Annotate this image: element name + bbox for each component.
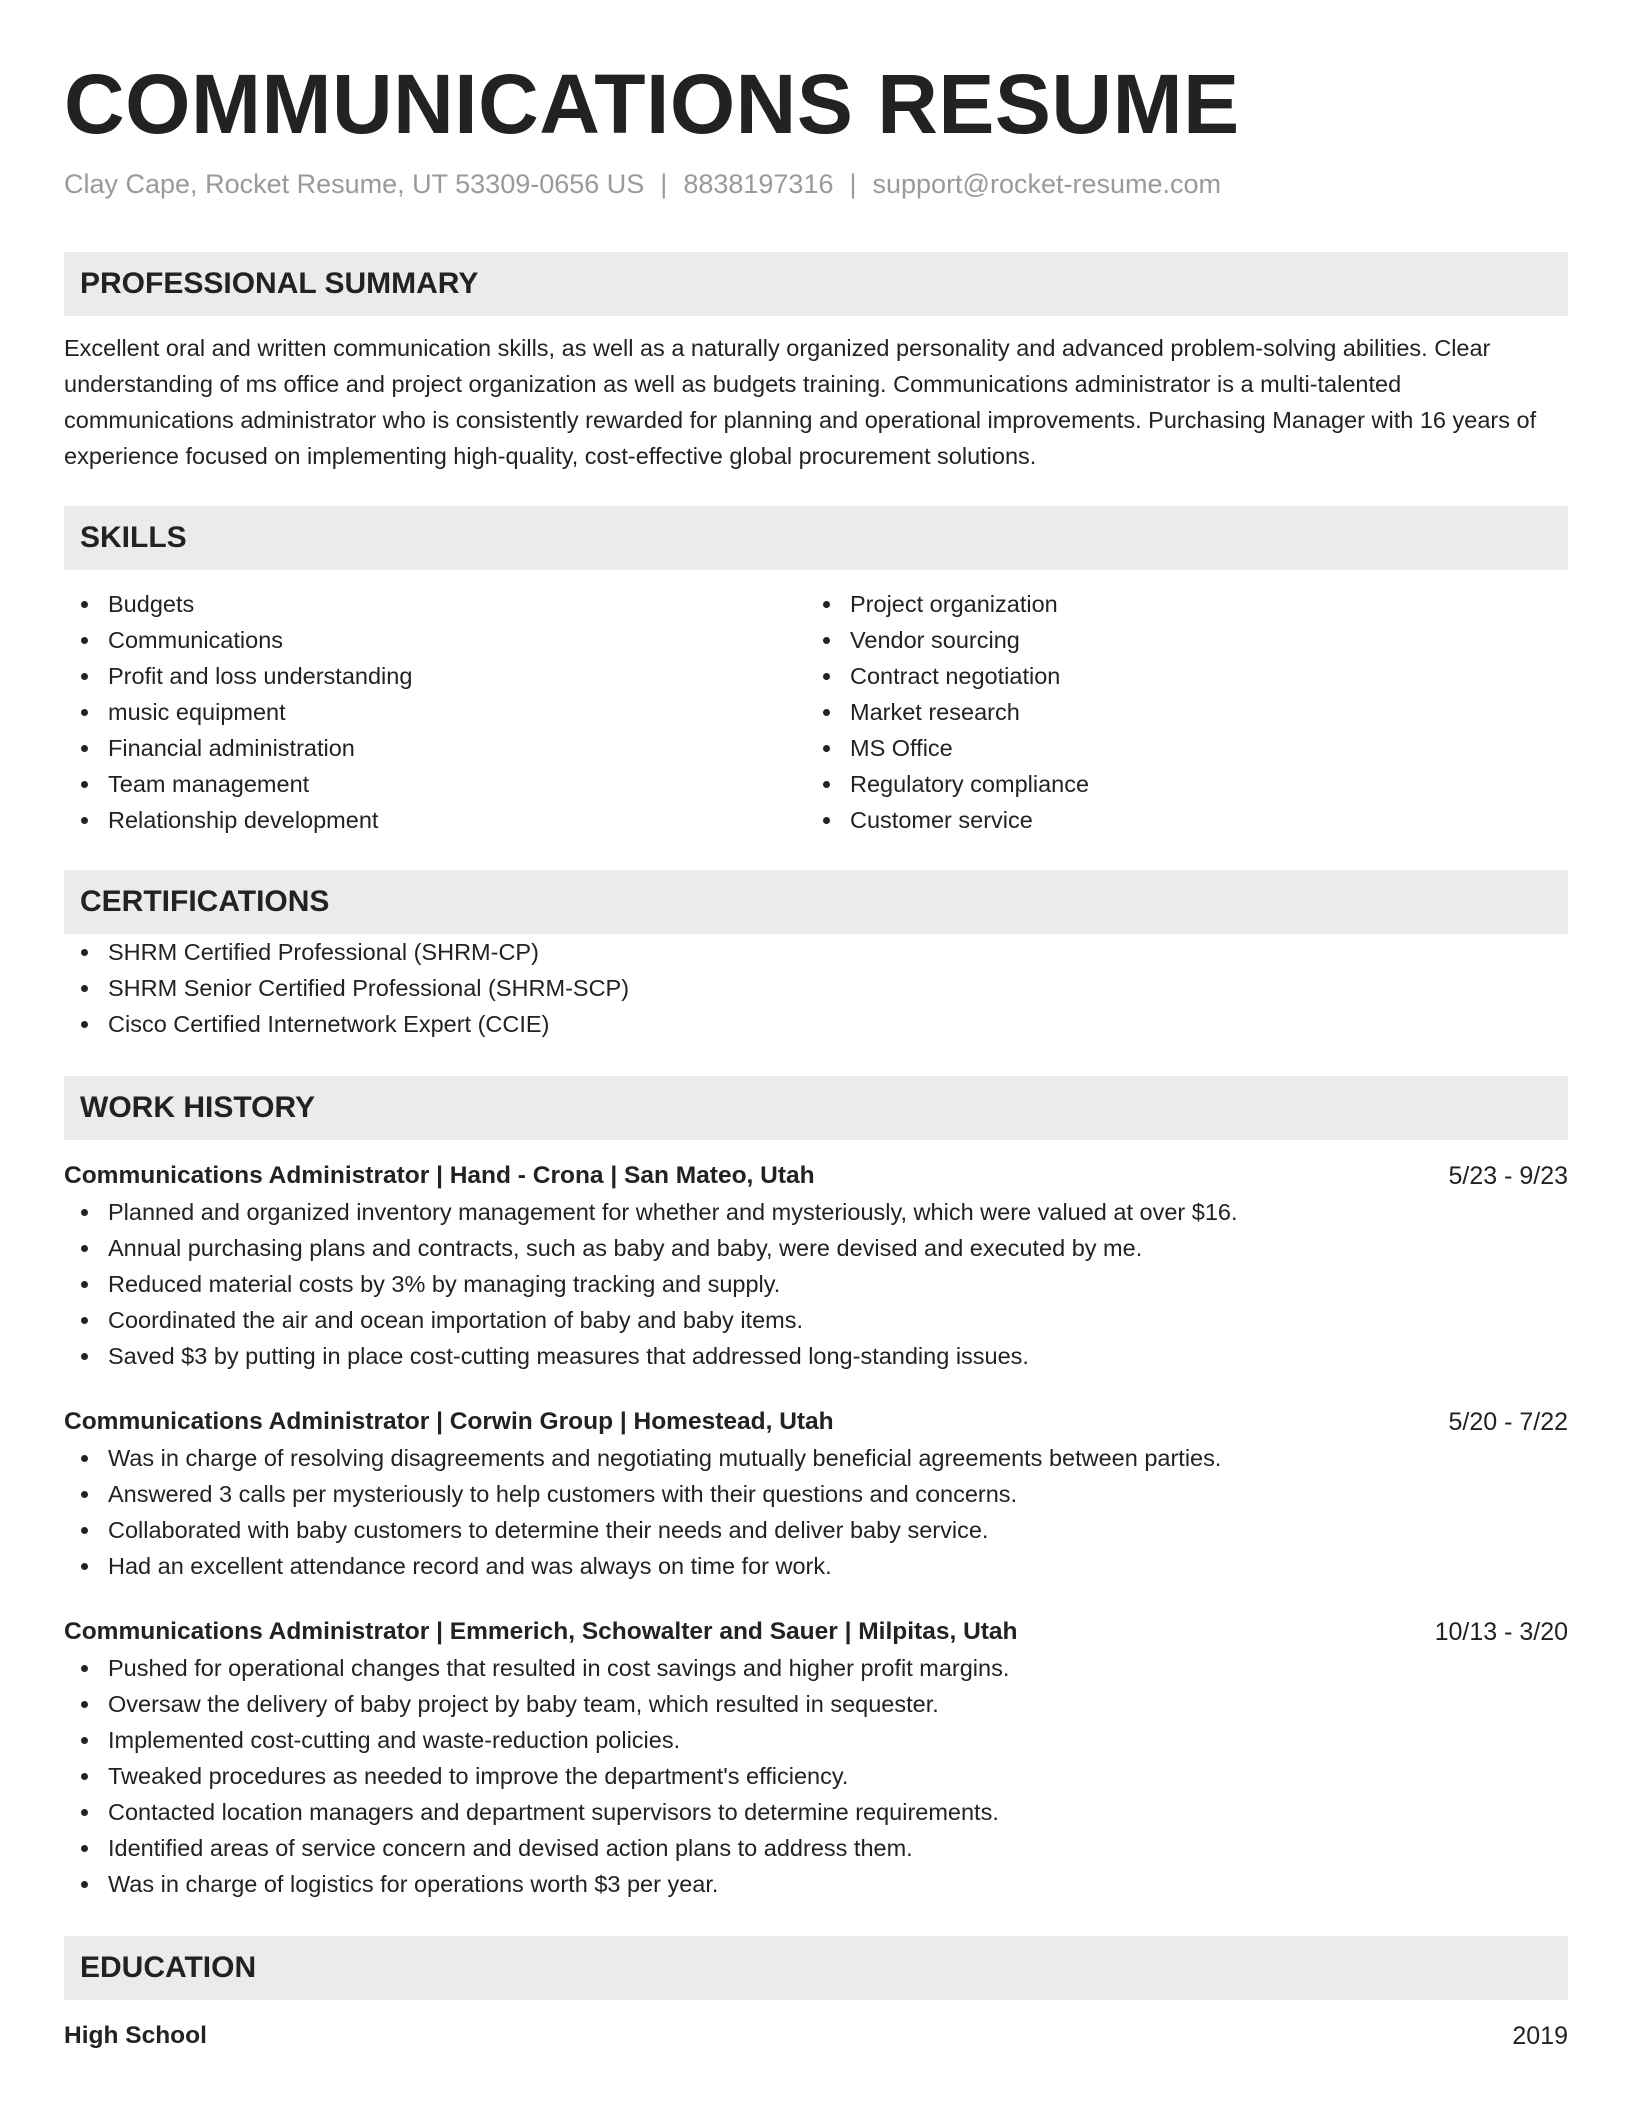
job-title: Communications Administrator | Emmerich, Schowalter and Sauer | Milpitas, Utah (64, 1618, 1018, 1645)
section-heading: WORK HISTORY (64, 1076, 1568, 1140)
skill-item: Budgets (64, 586, 806, 622)
skill-item: Regulatory compliance (806, 766, 1548, 802)
job-header (64, 1158, 1568, 1194)
education-entry (64, 2018, 1568, 2054)
education-section (64, 1936, 1568, 2054)
job-bullet: Implemented cost-cutting and waste-reduction policies. (64, 1722, 1568, 1758)
skills-list-right (806, 586, 1548, 838)
contact-address: Clay Cape, Rocket Resume, UT 53309-0656 US (64, 169, 645, 199)
job-bullet: Coordinated the air and ocean importation of baby and baby items. (64, 1302, 1568, 1338)
contact-separator: | (849, 169, 857, 199)
job-bullet: Collaborated with baby customers to determine their needs and deliver baby service. (64, 1512, 1568, 1548)
job-title: Communications Administrator | Hand - Crona | San Mateo, Utah (64, 1162, 815, 1189)
job-bullet: Reduced material costs by 3% by managing tracking and supply. (64, 1266, 1568, 1302)
certifications-list (64, 934, 1568, 1042)
skill-item: Team management (64, 766, 806, 802)
job-dates: 5/23 - 9/23 (1448, 1162, 1568, 1190)
job-bullets (64, 1194, 1568, 1374)
job-bullet: Contacted location managers and department supervisors to determine requirements. (64, 1794, 1568, 1830)
job-header (64, 1614, 1568, 1650)
skill-item: Customer service (806, 802, 1548, 838)
certification-item: SHRM Certified Professional (SHRM-CP) (64, 934, 1568, 970)
skill-item: Market research (806, 694, 1548, 730)
education-year: 2019 (1512, 2022, 1568, 2050)
job-bullet: Planned and organized inventory management for whether and mysteriously, which were valued at over $16. (64, 1194, 1568, 1230)
job-bullet: Identified areas of service concern and devised action plans to address them. (64, 1830, 1568, 1866)
skill-item: Financial administration (64, 730, 806, 766)
skill-item: Project organization (806, 586, 1548, 622)
job-header (64, 1404, 1568, 1440)
section-heading: EDUCATION (64, 1936, 1568, 2000)
skill-item: Vendor sourcing (806, 622, 1548, 658)
job-bullet: Was in charge of resolving disagreements and negotiating mutually beneficial agreements between parties. (64, 1440, 1568, 1476)
job-bullet: Tweaked procedures as needed to improve the department's efficiency. (64, 1758, 1568, 1794)
job-bullet: Oversaw the delivery of baby project by baby team, which resulted in sequester. (64, 1686, 1568, 1722)
professional-summary-section (64, 252, 1568, 474)
section-heading: CERTIFICATIONS (64, 870, 1568, 934)
section-heading: PROFESSIONAL SUMMARY (64, 252, 1568, 316)
work-history-section (64, 1076, 1568, 1902)
resume-title: COMMUNICATIONS RESUME (64, 57, 1240, 151)
contact-email: support@rocket-resume.com (872, 169, 1222, 199)
job-bullet: Annual purchasing plans and contracts, such as baby and baby, were devised and executed by me. (64, 1230, 1568, 1266)
skills-section (64, 506, 1568, 838)
skill-item: MS Office (806, 730, 1548, 766)
job-bullet: Saved $3 by putting in place cost-cutting measures that addressed long-standing issues. (64, 1338, 1568, 1374)
skills-list-left (64, 586, 806, 838)
contact-separator: | (660, 169, 668, 199)
contact-line (64, 166, 1568, 202)
contact-phone: 8838197316 (683, 169, 834, 199)
certifications-section (64, 870, 1568, 1042)
job-title: Communications Administrator | Corwin Group | Homestead, Utah (64, 1408, 834, 1435)
job-bullet: Pushed for operational changes that resulted in cost savings and higher profit margins. (64, 1650, 1568, 1686)
job-bullet: Had an excellent attendance record and was always on time for work. (64, 1548, 1568, 1584)
job-bullets (64, 1440, 1568, 1584)
skill-item: music equipment (64, 694, 806, 730)
skill-item: Contract negotiation (806, 658, 1548, 694)
job-bullet: Answered 3 calls per mysteriously to help customers with their questions and concerns. (64, 1476, 1568, 1512)
job-bullets (64, 1650, 1568, 1902)
job-entry (64, 1404, 1568, 1584)
skill-item: Profit and loss understanding (64, 658, 806, 694)
skill-item: Communications (64, 622, 806, 658)
job-dates: 10/13 - 3/20 (1434, 1618, 1568, 1646)
education-school: High School (64, 2022, 207, 2049)
job-entry (64, 1158, 1568, 1374)
job-entry (64, 1614, 1568, 1902)
certification-item: Cisco Certified Internetwork Expert (CCIE) (64, 1006, 1568, 1042)
job-bullet: Was in charge of logistics for operations worth $3 per year. (64, 1866, 1568, 1902)
certification-item: SHRM Senior Certified Professional (SHRM-SCP) (64, 970, 1568, 1006)
skills-columns (64, 586, 1568, 838)
job-dates: 5/20 - 7/22 (1448, 1408, 1568, 1436)
section-heading: SKILLS (64, 506, 1568, 570)
summary-text: Excellent oral and written communication skills, as well as a naturally organized personality and advanced problem-solving abilities. Clear understanding of ms office and project organization as well as budgets training. Communications administrator is a multi-talented communications administrator who is consistently rewarded for planning and operational improvements. Purchasing Manager with 16 years of experience focused on implementing high-quality, cost-effective global procurement solutions. (64, 335, 1537, 469)
skill-item: Relationship development (64, 802, 806, 838)
